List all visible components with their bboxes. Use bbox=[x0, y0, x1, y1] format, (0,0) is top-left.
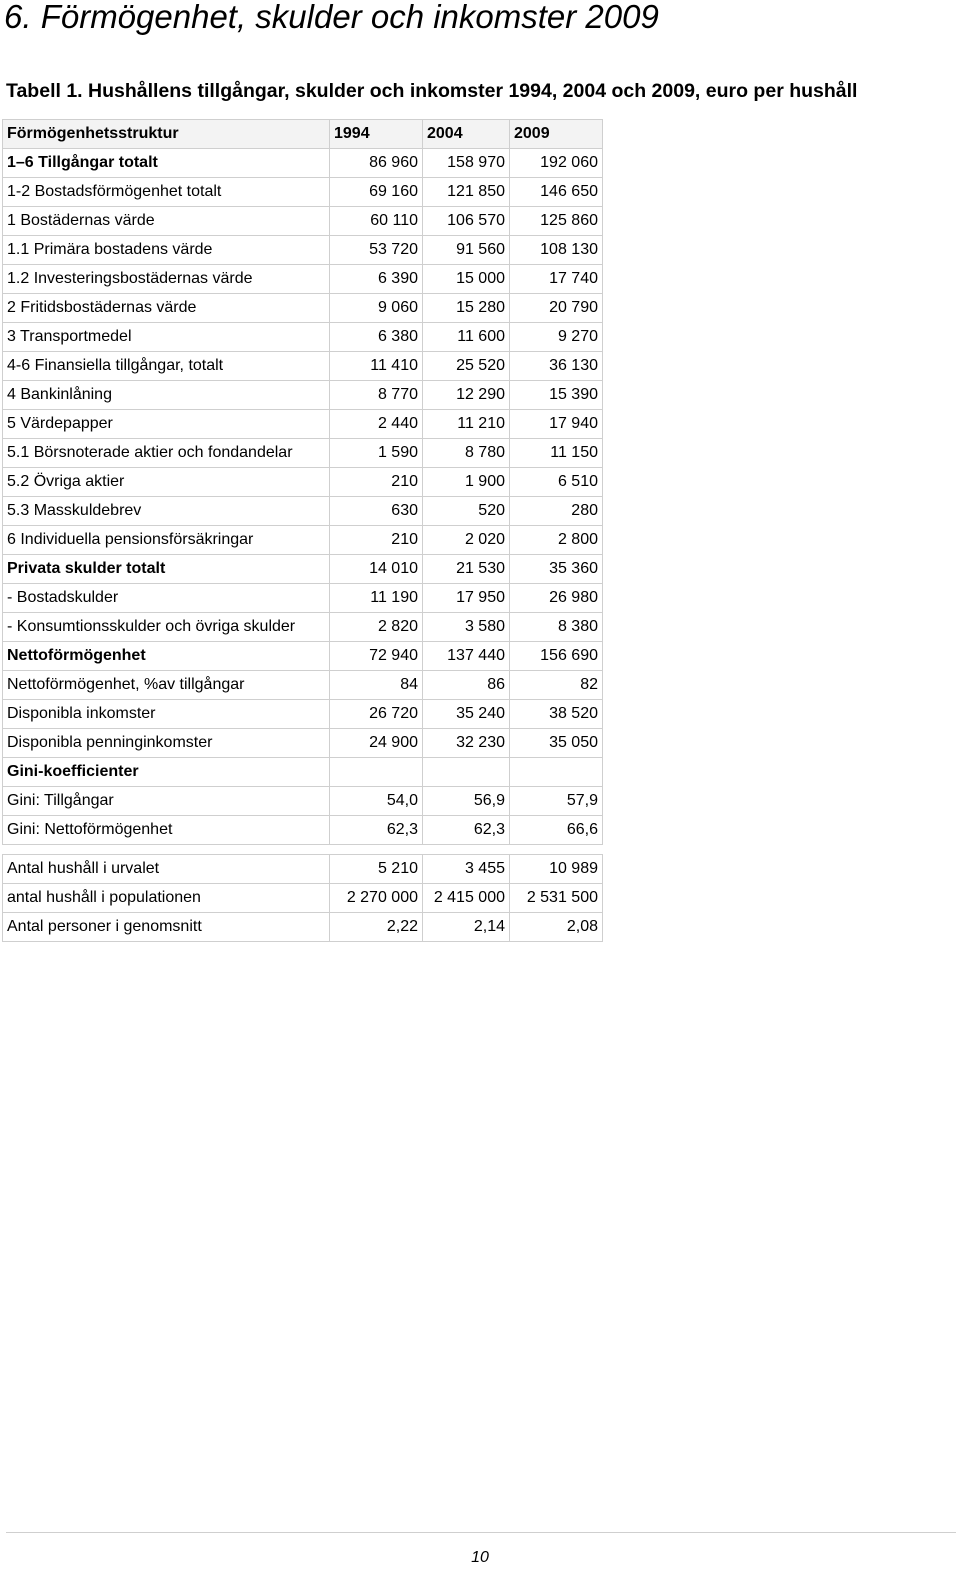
spacer-cell bbox=[3, 845, 330, 855]
value-2004: 56,9 bbox=[423, 787, 510, 816]
row-label: Antal personer i genomsnitt bbox=[3, 913, 330, 942]
value-1994: 6 380 bbox=[330, 323, 423, 352]
row-label: antal hushåll i populationen bbox=[3, 884, 330, 913]
value-2004: 32 230 bbox=[423, 729, 510, 758]
value-2004: 3 455 bbox=[423, 855, 510, 884]
spacer-cell bbox=[510, 845, 603, 855]
row-label: Gini: Nettoförmögenhet bbox=[3, 816, 330, 845]
row-label: 4 Bankinlåning bbox=[3, 381, 330, 410]
value-1994: 2 270 000 bbox=[330, 884, 423, 913]
table-caption: Tabell 1. Hushållens tillgångar, skulder och inkomster 1994, 2004 och 2009, euro per hushåll bbox=[6, 80, 858, 102]
value-1994: 26 720 bbox=[330, 700, 423, 729]
value-1994: 54,0 bbox=[330, 787, 423, 816]
table-row bbox=[3, 584, 603, 613]
value-2009: 26 980 bbox=[510, 584, 603, 613]
value-2009: 8 380 bbox=[510, 613, 603, 642]
value-2009: 2 531 500 bbox=[510, 884, 603, 913]
value-2004: 11 210 bbox=[423, 410, 510, 439]
value-1994: 69 160 bbox=[330, 178, 423, 207]
value-2009: 20 790 bbox=[510, 294, 603, 323]
row-label: 5 Värdepapper bbox=[3, 410, 330, 439]
header-1994: 1994 bbox=[330, 120, 423, 149]
value-2004: 86 bbox=[423, 671, 510, 700]
table-row bbox=[3, 497, 603, 526]
value-1994: 210 bbox=[330, 526, 423, 555]
table-row bbox=[3, 913, 603, 942]
table-row bbox=[3, 555, 603, 584]
value-1994 bbox=[330, 758, 423, 787]
value-2004: 106 570 bbox=[423, 207, 510, 236]
row-label: Antal hushåll i urvalet bbox=[3, 855, 330, 884]
value-2009 bbox=[510, 758, 603, 787]
row-label: Privata skulder totalt bbox=[3, 555, 330, 584]
value-1994: 2,22 bbox=[330, 913, 423, 942]
value-2004: 2 415 000 bbox=[423, 884, 510, 913]
row-label: Disponibla inkomster bbox=[3, 700, 330, 729]
row-label: Nettoförmögenhet bbox=[3, 642, 330, 671]
row-label: 6 Individuella pensionsförsäkringar bbox=[3, 526, 330, 555]
row-label: 1 Bostädernas värde bbox=[3, 207, 330, 236]
table-row bbox=[3, 787, 603, 816]
row-label: 1-2 Bostadsförmögenhet totalt bbox=[3, 178, 330, 207]
value-2004: 15 280 bbox=[423, 294, 510, 323]
value-2004: 2,14 bbox=[423, 913, 510, 942]
row-label: - Konsumtionsskulder och övriga skulder bbox=[3, 613, 330, 642]
table-row bbox=[3, 207, 603, 236]
value-2004: 35 240 bbox=[423, 700, 510, 729]
value-2009: 6 510 bbox=[510, 468, 603, 497]
table-header-row bbox=[3, 120, 603, 149]
value-2009: 146 650 bbox=[510, 178, 603, 207]
value-2004: 137 440 bbox=[423, 642, 510, 671]
value-2004: 11 600 bbox=[423, 323, 510, 352]
table-row bbox=[3, 671, 603, 700]
value-1994: 11 190 bbox=[330, 584, 423, 613]
value-2009: 17 740 bbox=[510, 265, 603, 294]
page-number: 10 bbox=[471, 1549, 489, 1566]
table-row bbox=[3, 855, 603, 884]
table-row bbox=[3, 236, 603, 265]
value-1994: 72 940 bbox=[330, 642, 423, 671]
table-row bbox=[3, 642, 603, 671]
value-1994: 60 110 bbox=[330, 207, 423, 236]
value-2004: 3 580 bbox=[423, 613, 510, 642]
table-row bbox=[3, 410, 603, 439]
value-2009: 125 860 bbox=[510, 207, 603, 236]
table-row bbox=[3, 729, 603, 758]
table-row bbox=[3, 700, 603, 729]
table-row bbox=[3, 468, 603, 497]
table-row bbox=[3, 884, 603, 913]
header-2004: 2004 bbox=[423, 120, 510, 149]
row-label: 4-6 Finansiella tillgångar, totalt bbox=[3, 352, 330, 381]
value-2009: 35 050 bbox=[510, 729, 603, 758]
value-2004: 2 020 bbox=[423, 526, 510, 555]
value-2004: 17 950 bbox=[423, 584, 510, 613]
spacer-cell bbox=[423, 845, 510, 855]
value-2009: 82 bbox=[510, 671, 603, 700]
value-2009: 57,9 bbox=[510, 787, 603, 816]
wealth-table bbox=[2, 119, 603, 942]
value-2009: 192 060 bbox=[510, 149, 603, 178]
value-2009: 10 989 bbox=[510, 855, 603, 884]
table-row bbox=[3, 352, 603, 381]
row-label: Gini-koefficienter bbox=[3, 758, 330, 787]
value-2009: 35 360 bbox=[510, 555, 603, 584]
value-1994: 24 900 bbox=[330, 729, 423, 758]
value-2004: 12 290 bbox=[423, 381, 510, 410]
value-2004: 25 520 bbox=[423, 352, 510, 381]
value-1994: 630 bbox=[330, 497, 423, 526]
value-1994: 9 060 bbox=[330, 294, 423, 323]
value-1994: 2 820 bbox=[330, 613, 423, 642]
header-2009: 2009 bbox=[510, 120, 603, 149]
value-1994: 210 bbox=[330, 468, 423, 497]
value-2004: 520 bbox=[423, 497, 510, 526]
value-1994: 6 390 bbox=[330, 265, 423, 294]
table-row bbox=[3, 381, 603, 410]
table-row bbox=[3, 265, 603, 294]
spacer-cell bbox=[330, 845, 423, 855]
value-2009: 2 800 bbox=[510, 526, 603, 555]
value-1994: 8 770 bbox=[330, 381, 423, 410]
table-row bbox=[3, 294, 603, 323]
value-2009: 9 270 bbox=[510, 323, 603, 352]
value-1994: 62,3 bbox=[330, 816, 423, 845]
table-row bbox=[3, 178, 603, 207]
header-structure: Förmögenhetsstruktur bbox=[3, 120, 330, 149]
value-2004: 91 560 bbox=[423, 236, 510, 265]
row-label: 1.1 Primära bostadens värde bbox=[3, 236, 330, 265]
row-label: 1–6 Tillgångar totalt bbox=[3, 149, 330, 178]
value-2009: 2,08 bbox=[510, 913, 603, 942]
value-2004: 62,3 bbox=[423, 816, 510, 845]
table-row bbox=[3, 816, 603, 845]
table-row bbox=[3, 149, 603, 178]
row-label: 5.3 Masskuldebrev bbox=[3, 497, 330, 526]
table-row bbox=[3, 439, 603, 468]
value-1994: 53 720 bbox=[330, 236, 423, 265]
value-1994: 5 210 bbox=[330, 855, 423, 884]
value-1994: 1 590 bbox=[330, 439, 423, 468]
row-label: Disponibla penninginkomster bbox=[3, 729, 330, 758]
page-heading: 6. Förmögenhet, skulder och inkomster 2009 bbox=[4, 0, 659, 35]
row-label: 5.1 Börsnoterade aktier och fondandelar bbox=[3, 439, 330, 468]
value-2004: 121 850 bbox=[423, 178, 510, 207]
value-2009: 17 940 bbox=[510, 410, 603, 439]
table-row bbox=[3, 526, 603, 555]
row-label: Nettoförmögenhet, %av tillgångar bbox=[3, 671, 330, 700]
value-2009: 15 390 bbox=[510, 381, 603, 410]
value-1994: 84 bbox=[330, 671, 423, 700]
value-2009: 280 bbox=[510, 497, 603, 526]
table-row bbox=[3, 613, 603, 642]
value-2009: 108 130 bbox=[510, 236, 603, 265]
row-label: 1.2 Investeringsbostädernas värde bbox=[3, 265, 330, 294]
row-label: 3 Transportmedel bbox=[3, 323, 330, 352]
value-2004 bbox=[423, 758, 510, 787]
value-2004: 21 530 bbox=[423, 555, 510, 584]
row-label: 2 Fritidsbostädernas värde bbox=[3, 294, 330, 323]
value-2004: 8 780 bbox=[423, 439, 510, 468]
value-2009: 66,6 bbox=[510, 816, 603, 845]
table-row bbox=[3, 758, 603, 787]
value-2009: 156 690 bbox=[510, 642, 603, 671]
value-1994: 11 410 bbox=[330, 352, 423, 381]
value-2009: 38 520 bbox=[510, 700, 603, 729]
row-label: 5.2 Övriga aktier bbox=[3, 468, 330, 497]
row-label: - Bostadskulder bbox=[3, 584, 330, 613]
value-2004: 15 000 bbox=[423, 265, 510, 294]
spacer-row bbox=[3, 845, 603, 855]
value-2004: 158 970 bbox=[423, 149, 510, 178]
value-2009: 36 130 bbox=[510, 352, 603, 381]
footer-divider bbox=[6, 1532, 956, 1533]
value-1994: 2 440 bbox=[330, 410, 423, 439]
table-row bbox=[3, 323, 603, 352]
value-2004: 1 900 bbox=[423, 468, 510, 497]
value-2009: 11 150 bbox=[510, 439, 603, 468]
value-1994: 14 010 bbox=[330, 555, 423, 584]
row-label: Gini: Tillgångar bbox=[3, 787, 330, 816]
value-1994: 86 960 bbox=[330, 149, 423, 178]
